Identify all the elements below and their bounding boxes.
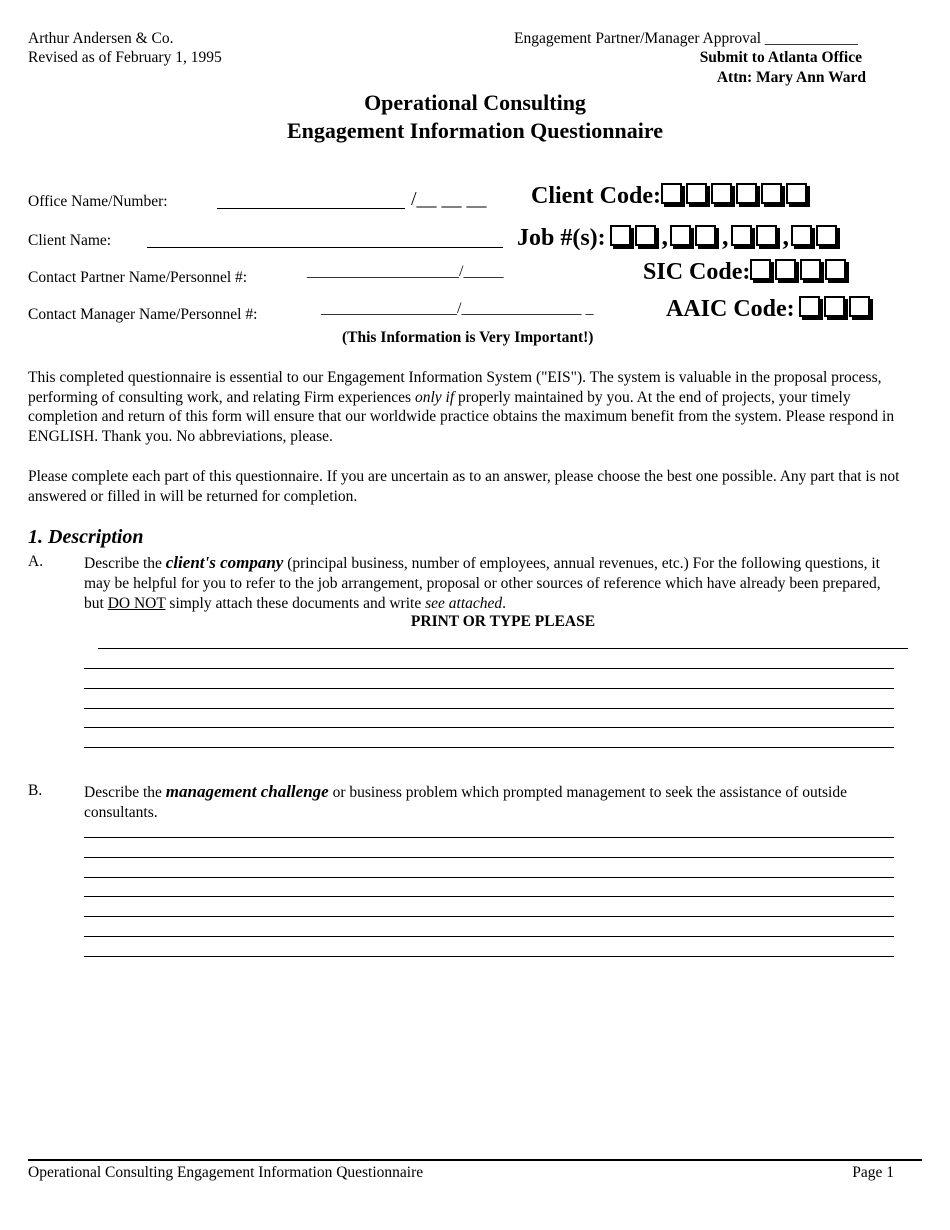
answer-line[interactable] <box>98 648 908 649</box>
checkbox[interactable] <box>670 225 691 246</box>
question-text: Describe the <box>84 555 166 572</box>
checkbox[interactable] <box>711 183 732 204</box>
firm-name: Arthur Andersen & Co. <box>28 30 174 47</box>
checkbox[interactable] <box>635 225 656 246</box>
footer-rule <box>28 1159 922 1161</box>
contact-manager-field[interactable]: _________________/_______________ _ <box>321 300 594 317</box>
checkbox[interactable] <box>824 296 845 317</box>
intro-emphasis: only if <box>414 388 455 406</box>
answer-line[interactable] <box>84 708 894 709</box>
answer-line[interactable] <box>84 857 894 858</box>
contact-partner-label: Contact Partner Name/Personnel #: <box>28 269 248 286</box>
item-letter-a: A. <box>28 553 44 570</box>
contact-partner-field[interactable]: ___________________/_____ <box>307 263 504 280</box>
checkbox[interactable] <box>775 259 796 280</box>
footer-title: Operational Consulting Engagement Information Questionnaire <box>28 1164 424 1181</box>
intro-text: This completed questionnaire is essential to our Engagement Information System ("EIS"). The system is valuable in the proposal process, performing of consulting work, and relating Firm experiences <box>28 369 882 406</box>
checkbox[interactable] <box>761 183 782 204</box>
answer-line[interactable] <box>84 916 894 917</box>
checkbox[interactable] <box>731 225 752 246</box>
answer-line[interactable] <box>84 727 894 728</box>
question-emphasis: management challenge <box>165 782 329 801</box>
revision-date: Revised as of February 1, 1995 <box>28 49 222 66</box>
job-number-group <box>517 222 841 252</box>
checkbox[interactable] <box>791 225 812 246</box>
attention-line: Attn: Mary Ann Ward <box>716 69 866 86</box>
question-a-text <box>84 553 899 613</box>
answer-line[interactable] <box>84 688 894 689</box>
important-note: (This Information is Very Important!) <box>342 329 594 346</box>
client-name-field[interactable] <box>147 247 503 248</box>
job-number-label: Job #(s): <box>517 225 606 251</box>
submit-office: Submit to Atlanta Office <box>699 49 862 66</box>
separator: , <box>722 222 729 251</box>
intro-text: properly maintained by you. At the end of projects, your timely completion and return of this form will ensure that our worldwide practice obtains the maximum benefit from the system. Please respond in ENGLISH. Thank you. No abbreviations, please. <box>28 388 895 445</box>
contact-manager-label: Contact Manager Name/Personnel #: <box>28 306 258 323</box>
checkbox[interactable] <box>686 183 707 204</box>
checkbox[interactable] <box>799 296 820 317</box>
intro-paragraph <box>28 368 923 446</box>
checkbox[interactable] <box>825 259 846 280</box>
print-note: PRINT OR TYPE PLEASE <box>410 613 596 630</box>
item-letter-b: B. <box>28 782 43 799</box>
sic-code-label: SIC Code: <box>643 259 751 285</box>
page-subtitle: Engagement Information Questionnaire <box>286 118 664 143</box>
question-text: Describe the <box>84 784 166 801</box>
client-code-group <box>531 183 811 210</box>
separator: , <box>782 222 790 251</box>
separator: , <box>661 222 669 251</box>
page-number: Page 1 <box>852 1164 894 1181</box>
checkbox[interactable] <box>610 225 631 246</box>
checkbox[interactable] <box>661 183 682 204</box>
answer-line[interactable] <box>84 668 894 669</box>
answer-line[interactable] <box>84 896 894 897</box>
question-b-text <box>84 782 899 823</box>
checkbox[interactable] <box>800 259 821 280</box>
aaic-code-group <box>666 296 874 323</box>
checkbox[interactable] <box>695 225 716 246</box>
office-number-field[interactable]: /__ __ __ <box>411 188 487 210</box>
question-text: or business problem which prompted management to seek the assistance of outside consultants. <box>84 784 847 821</box>
checkbox[interactable] <box>756 225 777 246</box>
client-code-label: Client Code: <box>531 183 661 209</box>
office-label: Office Name/Number: <box>28 193 168 210</box>
client-name-label: Client Name: <box>28 232 112 249</box>
checkbox[interactable] <box>849 296 870 317</box>
answer-line[interactable] <box>84 956 894 957</box>
question-italic: see attached <box>425 594 503 612</box>
aaic-code-label: AAIC Code: <box>666 296 795 322</box>
office-name-field[interactable] <box>217 208 405 209</box>
checkbox[interactable] <box>750 259 771 280</box>
checkbox[interactable] <box>736 183 757 204</box>
answer-line[interactable] <box>84 877 894 878</box>
checkbox[interactable] <box>786 183 807 204</box>
approval-line[interactable]: Engagement Partner/Manager Approval ____________ <box>514 30 858 47</box>
question-text: simply attach these documents and write <box>165 594 426 612</box>
question-text: . <box>502 594 507 612</box>
answer-line[interactable] <box>84 936 894 937</box>
section-heading: 1. Description <box>28 526 144 548</box>
sic-code-group <box>643 259 850 286</box>
checkbox[interactable] <box>816 225 837 246</box>
page-title: Operational Consulting <box>364 90 586 115</box>
question-text: (principal business, number of employees, annual revenues, etc.) For the following questions, it may be helpful for you to refer to the job arrangement, proposal or other sources of reference which have already been prepared, but <box>84 555 881 612</box>
question-underline: DO NOT <box>107 594 166 612</box>
answer-line[interactable] <box>84 837 894 838</box>
question-emphasis: client's company <box>165 553 284 572</box>
instructions-paragraph: Please complete each part of this questionnaire. If you are uncertain as to an answer, please choose the best one possible. Any part that is not answered or filled in will be returned for completion. <box>28 468 900 505</box>
answer-line[interactable] <box>84 747 894 748</box>
